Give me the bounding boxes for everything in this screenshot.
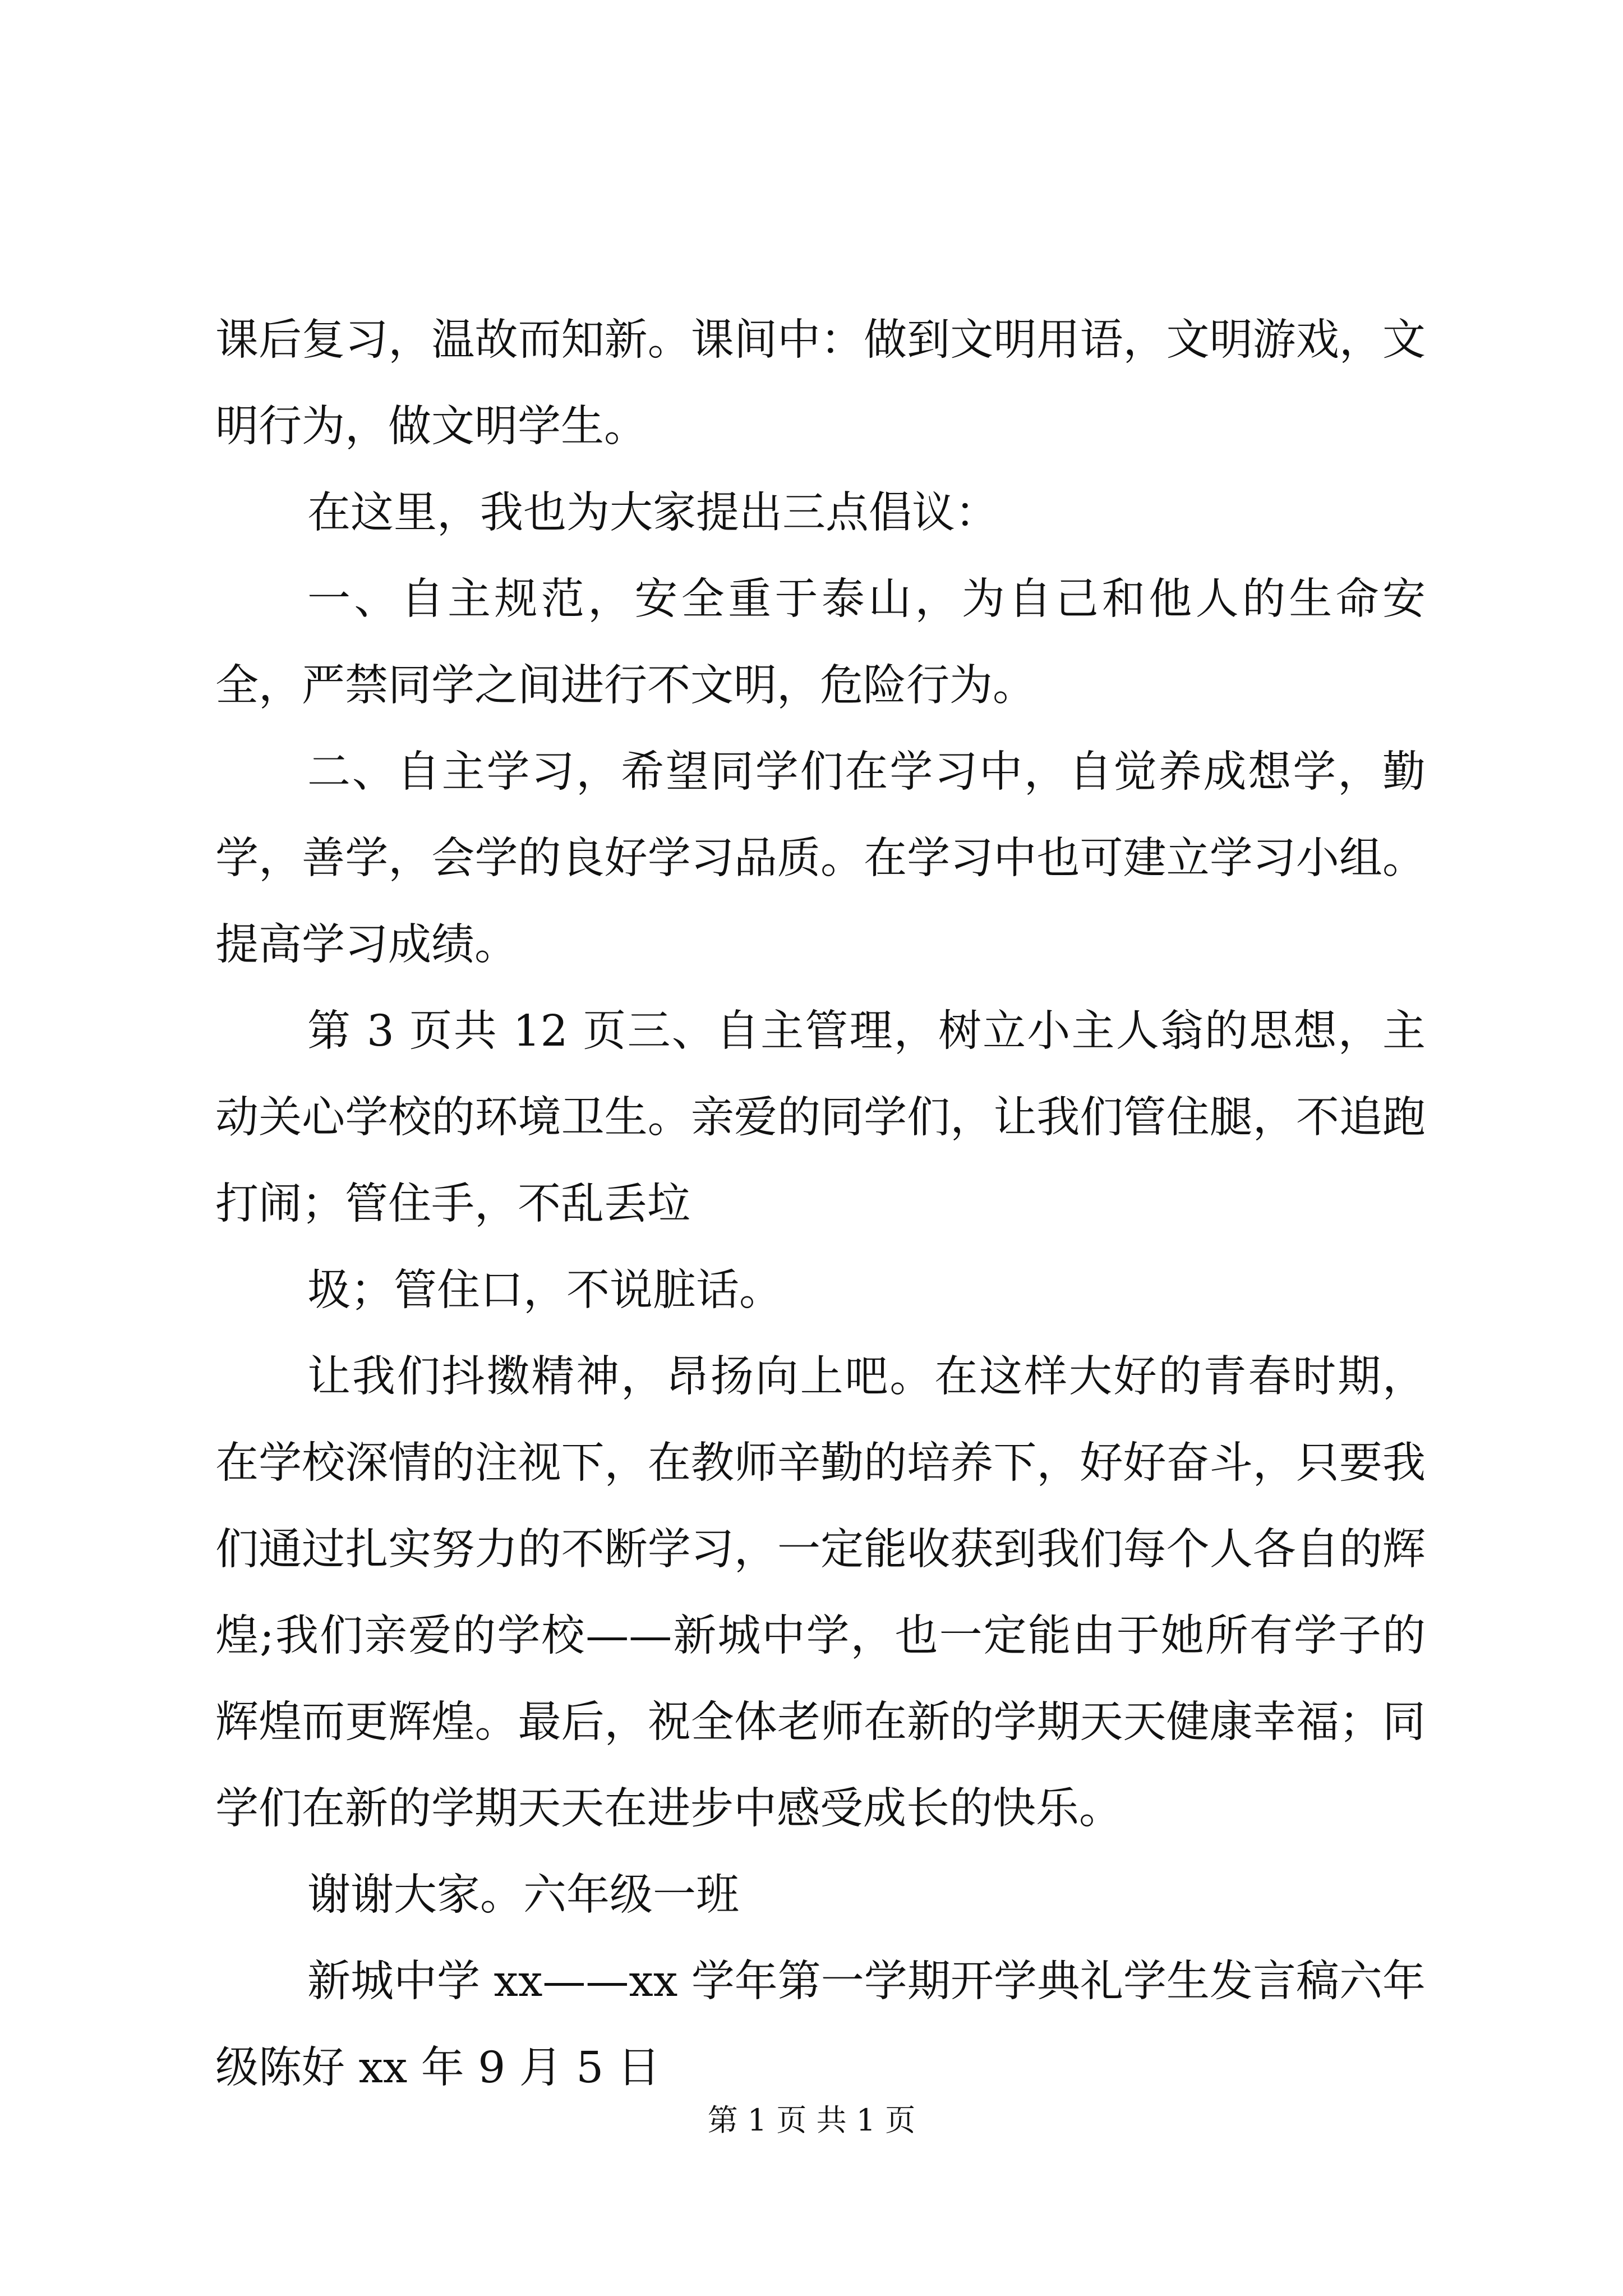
paragraph-proposal-two: 二、自主学习，希望同学们在学习中，自觉养成想学，勤学，善学，会学的良好学习品质。在学习中也可建立学习小组。提高学习成绩。 bbox=[215, 747, 1426, 970]
page-footer: 第 1 页 共 1 页 bbox=[707, 2102, 916, 2138]
paragraph-signature: 新城中学 xx——xx 学年第一学期开学典礼学生发言稿六年级陈好 xx 年 9 月 5 日 bbox=[215, 1957, 1426, 2093]
paragraph-proposal-three: 第 3 页共 12 页三、自主管理，树立小主人翁的思想，主动关心学校的环境卫生。亲爱的同学们，让我们管住腿，不追跑打闹；管住手，不乱丢垃 bbox=[215, 1006, 1426, 1229]
paragraph-closing: 让我们抖擞精神，昂扬向上吧。在这样大好的青春时期，在学校深情的注视下，在教师辛勤的培养下，好好奋斗，只要我们通过扎实努力的不断学习，一定能收获到我们每个人各自的辉煌;我们亲爱的学校——新城中学，也一定能由于她所有学子的辉煌而更辉煌。最后，祝全体老师在新的学期天天健康幸福；同学们在新的学期天天在进步中感受成长的快乐。 bbox=[215, 1352, 1426, 1834]
paragraph-proposal-three-end: 圾；管住口，不说脏话。 bbox=[307, 1266, 782, 1315]
paragraph-continued: 课后复习，温故而知新。课间中：做到文明用语，文明游戏，文明行为，做文明学生。 bbox=[215, 315, 1426, 452]
paragraph-proposal-one: 一、自主规范，安全重于泰山，为自己和他人的生命安全，严禁同学之间进行不文明，危险行为。 bbox=[215, 574, 1426, 711]
document-body bbox=[215, 297, 1426, 2111]
paragraph-proposal-intro: 在这里，我也为大家提出三点倡议： bbox=[307, 488, 998, 538]
paragraph-thanks: 谢谢大家。六年级一班 bbox=[307, 1870, 739, 1920]
